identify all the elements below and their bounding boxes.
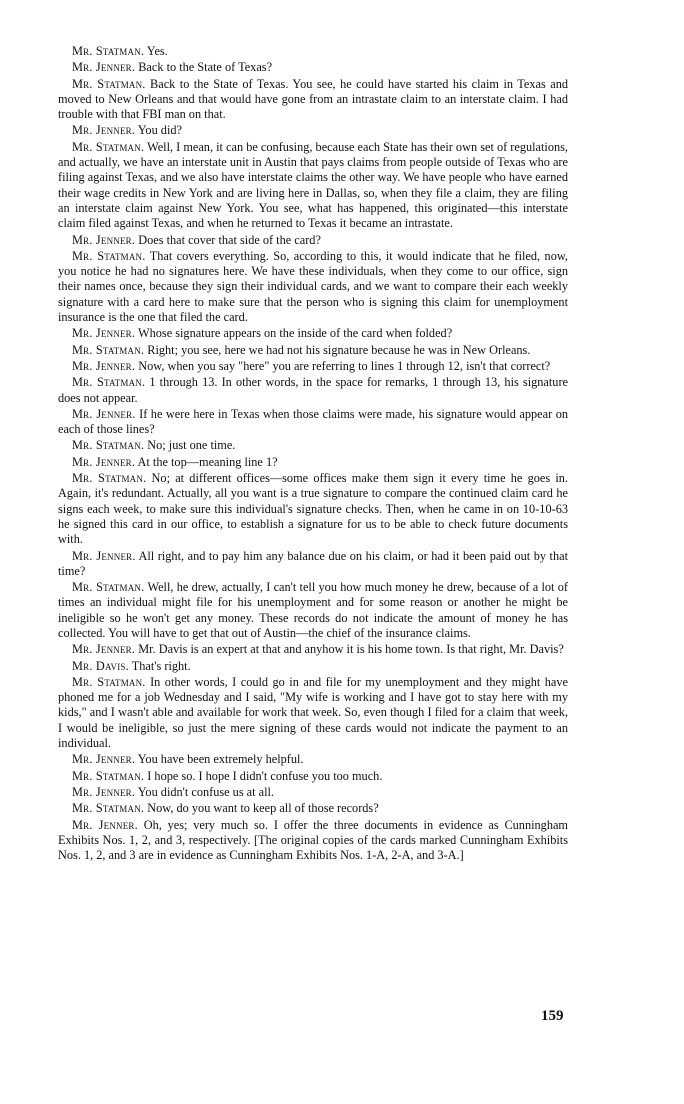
testimony-paragraph — [58, 407, 568, 438]
speaker-label: Mr. Statman. — [72, 76, 146, 91]
testimony-text: That covers everything. So, according to this, it would indicate that he filed, now, you notice he had no signatures here. We have these individuals, when they come to our office, sign their names once, because they sign their individual cards, and we want to compare their each weekly signature with a card here to make sure that the person who is signing this claim for unemployment insurance is the one that filed the card. — [58, 248, 568, 325]
testimony-paragraph — [58, 359, 568, 374]
testimony-paragraph — [58, 675, 568, 751]
speaker-label: Mr. Statman. — [72, 768, 145, 783]
speaker-label: Mr. Statman. — [72, 139, 145, 154]
speaker-label: Mr. Jenner. — [72, 548, 136, 563]
testimony-text: You did? — [135, 123, 182, 138]
testimony-text: I hope so. I hope I didn't confuse you too much. — [144, 768, 383, 783]
testimony-paragraph — [58, 471, 568, 547]
testimony-paragraph — [58, 140, 568, 232]
speaker-label: Mr. Statman. — [72, 342, 145, 357]
testimony-paragraph — [58, 549, 568, 580]
speaker-label: Mr. Jenner. — [72, 752, 136, 767]
testimony-paragraph — [58, 438, 568, 453]
testimony-paragraph — [58, 123, 568, 138]
testimony-text: Does that cover that side of the card? — [135, 232, 321, 247]
testimony-text: You didn't confuse us at all. — [135, 784, 275, 799]
testimony-paragraph — [58, 580, 568, 641]
testimony-text: All right, and to pay him any balance due on his claim, or had it been paid out by that time? — [58, 548, 568, 578]
testimony-text: If he were here in Texas when those claims were made, his signature would appear on each of those lines? — [58, 406, 568, 437]
testimony-text: Oh, yes; very much so. I offer the three documents in evidence as Cunningham Exhibits Nos. 1, 2, and 3, respectively. [The original copies of the cards marked Cunningham Exhibits Nos. 1, 2, and 3 are in evidence as Cunningham Exhibits Nos. 1-A, 2-A, and 3-A.] — [58, 817, 568, 863]
testimony-text: That's right. — [128, 658, 191, 673]
testimony-paragraph — [58, 818, 568, 864]
speaker-label: Mr. Jenner. — [72, 784, 136, 799]
testimony-text: Back to the State of Texas. You see, he could have started his claim in Texas and moved to New Orleans and that would have gone from an intrastate claim to an interstate claim. I had trouble with that FBI man on that. — [58, 76, 568, 122]
speaker-label: Mr. Statman. — [72, 674, 146, 689]
speaker-label: Mr. Statman. — [72, 248, 146, 263]
testimony-paragraph — [58, 77, 568, 123]
testimony-text: At the top—meaning line 1? — [135, 454, 278, 469]
testimony-paragraph — [58, 785, 568, 800]
testimony-text: Well, he drew, actually, I can't tell you how much money he drew, because of a lot of times an individual might file for his unemployment and for some reason or another he might be ineligible so he won't get any money. These records do not indicate the amount of money he has collected. You will have to get that out of Austin—the chief of the insurance claims. — [58, 580, 568, 640]
speaker-label: Mr. Statman. — [72, 44, 145, 58]
speaker-label: Mr. Statman. — [72, 438, 145, 453]
testimony-body — [58, 44, 568, 864]
testimony-text: No; at different offices—some offices make them sign it every time he goes in. Again, it's redundant. Actually, all you want is a true signature to compare the continued claim card he signs each week, to make sure this individual's signature checks. Then, when he came in on 10-10-63 he signed this card in our office, to establish a signature for us to be able to check future documents with. — [58, 471, 568, 547]
speaker-label: Mr. Jenner. — [72, 232, 136, 247]
testimony-paragraph — [58, 375, 568, 406]
testimony-paragraph — [58, 769, 568, 784]
testimony-paragraph — [58, 642, 568, 657]
speaker-label: Mr. Jenner. — [72, 358, 136, 373]
speaker-label: Mr. Jenner. — [72, 60, 136, 75]
testimony-paragraph — [58, 233, 568, 248]
testimony-paragraph — [58, 752, 568, 767]
page-number: 159 — [541, 1008, 564, 1024]
testimony-text: Right; you see, here we had not his signature because he was in New Orleans. — [144, 342, 531, 357]
testimony-text: In other words, I could go in and file for my unemployment and they might have phoned me for a job Wednesday and I said, "My wife is working and I have got to stay here with my kids," and I wasn't able and available for work that week. So, even though I filed for a claim that week, I would be ineligible, so just the mere signing of these cards would not indicate the payment to an individual. — [58, 674, 568, 751]
testimony-paragraph — [58, 659, 568, 674]
speaker-label: Mr. Jenner. — [72, 642, 136, 657]
testimony-text: Now, when you say "here" you are referring to lines 1 through 12, isn't that correct? — [135, 358, 551, 373]
testimony-text: Back to the State of Texas? — [135, 60, 273, 75]
speaker-label: Mr. Statman. — [72, 375, 146, 390]
speaker-label: Mr. Jenner. — [72, 406, 136, 421]
speaker-label: Mr. Jenner. — [72, 123, 136, 138]
speaker-label: Mr. Statman. — [72, 801, 145, 816]
testimony-paragraph — [58, 455, 568, 470]
speaker-label: Mr. Statman. — [72, 580, 145, 595]
testimony-text: Well, I mean, it can be confusing, because each State has their own set of regulations, and actually, we have an interstate unit in Austin that pays claims from people outside of Texas who are filing against Texas, and we also have interstate claims the other way. We have people who have earned their wage credits in New York and are living here in Dallas, so, when they file a claim, they are filing an interstate claim against New York. You see, what has happened, this originated—this interstate claim filed against Texas, and when he returned to Texas it became an intrastate. — [58, 139, 568, 231]
speaker-label: Mr. Davis. — [72, 658, 129, 673]
testimony-paragraph — [58, 44, 568, 59]
speaker-label: Mr. Jenner. — [72, 817, 138, 832]
testimony-paragraph — [58, 801, 568, 816]
speaker-label: Mr. Statman. — [72, 471, 147, 486]
speaker-label: Mr. Jenner. — [72, 454, 136, 469]
testimony-paragraph — [58, 343, 568, 358]
speaker-label: Mr. Jenner. — [72, 326, 136, 341]
testimony-text: You have been extremely helpful. — [135, 752, 304, 767]
testimony-text: Whose signature appears on the inside of the card when folded? — [135, 326, 453, 341]
testimony-text: No; just one time. — [144, 438, 236, 453]
testimony-text: Now, do you want to keep all of those records? — [144, 801, 379, 816]
testimony-paragraph — [58, 249, 568, 325]
testimony-paragraph — [58, 60, 568, 75]
testimony-text: Yes. — [144, 44, 168, 58]
testimony-paragraph — [58, 326, 568, 341]
testimony-text: 1 through 13. In other words, in the space for remarks, 1 through 13, his signature does not appear. — [58, 375, 568, 405]
testimony-text: Mr. Davis is an expert at that and anyhow it is his home town. Is that right, Mr. Davis? — [135, 642, 564, 657]
